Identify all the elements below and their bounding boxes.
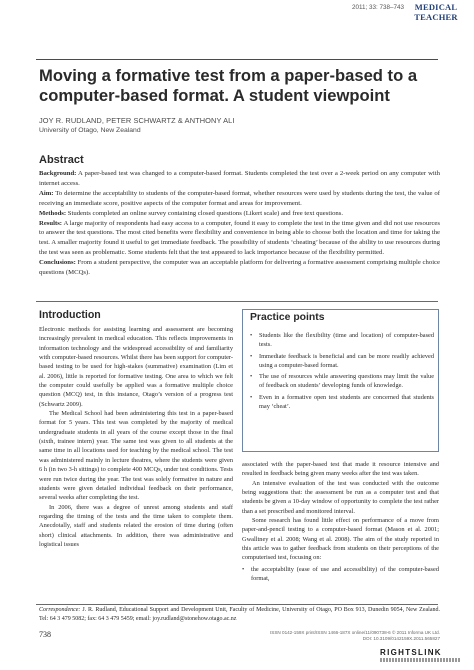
logo-line-1: MEDICAL <box>414 2 458 12</box>
logo-line-2: TEACHER <box>414 12 458 22</box>
rightslink-underline <box>380 658 460 662</box>
practice-point-text: Even in a formative open test students are concerned that students may ‘cheat’. <box>259 393 434 411</box>
abstract-aim <box>39 189 440 209</box>
intro-paragraph: Electronic methods for assisting learning and assessment are becoming increasingly prevalent in medical education. This reflects improvements in information technology and the widespread accessibility of and familiarity with computer-based resources. Whilst there has been support for computer-based testing to be used for high-stakes (summative) examination (Lim et al. 2006), little is reported for formative testing. One area to which we felt the computer could usefully be applied was a formative multiple choice question (MCQ) test, in this instance, Otago’s version of a progress test (Schwartz 2009). <box>39 326 233 408</box>
practice-point <box>250 393 434 412</box>
body-paragraph: associated with the paper-based test that made it resource intensive and resulted in feedback being given many weeks after the test was taken. <box>242 461 439 478</box>
body-paragraph: An intensive evaluation of the test was conducted with the outcome being suggestions that: the assessment be run as a computer test and that students be given a 10-day window of opportunity to complete the test rather than a set prescribed and monitored interval. <box>242 479 439 515</box>
page-number: 738 <box>39 630 51 639</box>
section-divider <box>36 301 438 302</box>
abstract-text: To determine the acceptability to students of the computer-based format, whether resources were used by students during the test, the value of receiving an immediate score, positive aspects of the computer format and areas for improvement. <box>39 189 440 207</box>
practice-point <box>250 352 434 371</box>
right-column <box>242 460 439 583</box>
journal-logo <box>410 2 462 24</box>
abstract-label: Results: <box>39 219 63 227</box>
article-affiliation: University of Otago, New Zealand <box>39 127 141 134</box>
footnote-divider <box>36 604 438 605</box>
journal-header <box>0 0 474 45</box>
correspondence-label: Correspondence: <box>39 607 81 613</box>
abstract-conclusions <box>39 258 440 278</box>
practice-point <box>250 331 434 350</box>
abstract-text: A paper-based test was changed to a computer-based format. Students completed the test over a 2-week period on any computer with internet access. <box>39 170 440 187</box>
introduction-column <box>39 325 233 549</box>
bullet-icon: • <box>250 393 253 401</box>
practice-points-heading: Practice points <box>250 312 325 323</box>
practice-points-list <box>250 331 434 413</box>
correspondence-text: J. R. Rudland, Educational Support and Development Unit, Faculty of Medicine, University of Otago, PO Box 913, Dunedin 9054, New Zealand. Tel: 64 3 479 5082; fax: 64 3 479 5459; email: joy.rudland@stonehow.otago.ac.nz <box>39 607 440 622</box>
aim-bullet-text: the acceptability (ease of use and accessibility) of the computer-based format, <box>251 565 439 583</box>
bullet-icon: • <box>250 332 253 339</box>
issn-line: ISSN 0142-159X print/ISSN 1466-187X online/11/090738-6 © 2011 Informa UK Ltd. <box>270 630 440 635</box>
article-authors: JOY R. RUDLAND, PETER SCHWARTZ & ANTHONY ALI <box>39 116 235 125</box>
abstract-methods <box>39 209 440 219</box>
issn-info <box>210 630 440 642</box>
practice-point-text: Immediate feedback is beneficial and can be more readily achieved using a computer-based format. <box>259 352 434 369</box>
practice-point <box>250 372 434 391</box>
abstract-background <box>39 169 440 189</box>
practice-points-box <box>242 309 439 452</box>
intro-paragraph: The Medical School had been administering this test in a paper-based format for 5 years. This test was completed by the majority of medical undergraduate students in all years of the course except those in the final (sixth, trainee intern) year. The same test was given to all students at the same time in all locations used for teaching by the medical school. The test was administered mainly in lecture theatres, where the students were given 6 h (in two 3-h sittings) to complete 400 MCQs, under test conditions. Tests were run twice during the year. The test was solely formative in nature and students were given detailed individual feedback on their performance, several weeks after completing the test. <box>39 410 233 502</box>
abstract-results <box>39 219 440 259</box>
correspondence-note <box>39 606 440 624</box>
abstract-text: A large majority of respondents had easy access to a computer, found it easy to complete the test in the time given and did not use resources to answer the test questions. The most cited benefits were flexibility and convenience in being able to choose both the location and time for taking the test. A smaller majority found it useful to get immediate feedback. The possibility of students ‘cheating’ because of the ability to use resources during the test was seen as problematic. Some students felt that the test appeared to lack importance because of the flexibility permitted. <box>39 219 441 257</box>
header-divider <box>36 59 438 60</box>
intro-paragraph: In 2006, there was a degree of unrest among students and staff regarding the timing of the tests and the time taken to complete them. Anecdotally, staff and students related the erosion of time during (often short) clinical attachments. In addition, there was administrative and logistical issues <box>39 503 233 548</box>
abstract-label: Conclusions: <box>39 259 76 267</box>
rightslink-logo[interactable]: RIGHTSLINK <box>380 648 442 657</box>
doi-line: DOI: 10.3109/0142159X.2011.565827 <box>362 636 440 642</box>
abstract-text: Students completed an online survey containing closed questions (Likert scale) and free text questions. <box>66 209 344 217</box>
introduction-heading: Introduction <box>39 309 101 321</box>
bullet-icon: • <box>242 565 245 573</box>
practice-point-text: Students like the flexibility (time and location) of computer-based tests. <box>259 332 434 349</box>
practice-point-text: The use of resources while answering questions may limit the value of feedback on students’ developing funds of knowledge. <box>259 373 434 390</box>
article-title: Moving a formative test from a paper-based to a computer-based format. A student viewpoint <box>39 66 418 105</box>
abstract-label: Background: <box>39 170 77 177</box>
journal-citation: 2011; 33: 738–743 <box>351 4 404 11</box>
aim-bullet <box>242 565 439 584</box>
bullet-icon: • <box>250 373 253 381</box>
abstract-text: From a student perspective, the computer was an acceptable platform for delivering a formative assessment comprising multiple choice questions (MCQs). <box>39 259 440 277</box>
body-paragraph: Some research has found little effect on performance of a move from paper-and-pencil testing to a computer-based format (Mason et al. 2001; Gwalltney et al. 2008; Wang et al. 2008). The aim of the study reported in this article was to gather feedback from students on their perceptions of the computerised test, focusing on: <box>242 517 439 562</box>
bullet-icon: • <box>250 352 253 360</box>
abstract-label: Methods: <box>39 209 67 217</box>
abstract-heading: Abstract <box>39 154 84 166</box>
abstract-body <box>39 169 440 278</box>
abstract-label: Aim: <box>39 189 54 197</box>
